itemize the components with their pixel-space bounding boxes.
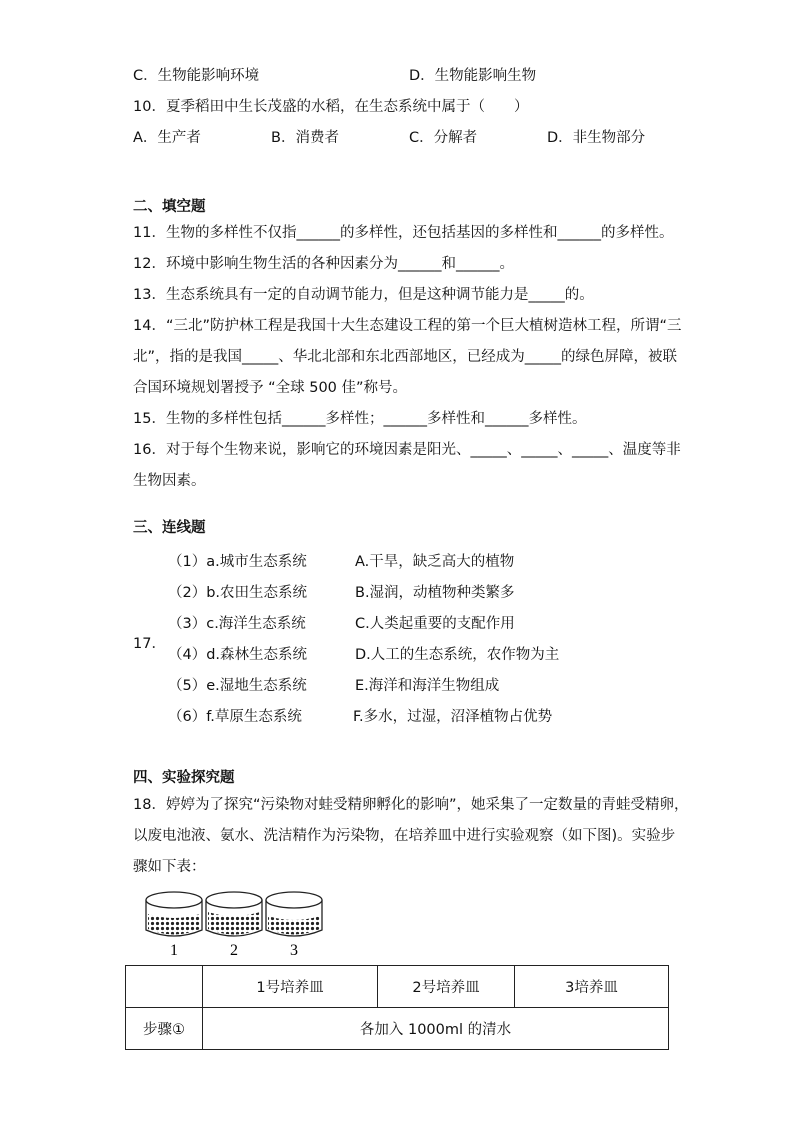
match-left-item: （2）b.农田生态系统	[168, 585, 308, 601]
dish-label: 2	[230, 942, 238, 958]
experiment-steps-table	[125, 965, 669, 1050]
dish-label: 1	[170, 942, 178, 958]
petri-dish-figure	[140, 886, 340, 958]
question-14-line2: 北”，指的是我国_____、华北北部和东北西部地区，已经成为_____的绿色屏障，被联	[133, 349, 678, 365]
question-14-line3: 合国环境规划署授予 “全球 500 佳”称号。	[133, 380, 408, 396]
table-header-cell: 1号培养皿	[203, 966, 378, 1008]
section-title-matching: 三、连线题	[133, 520, 206, 536]
q10-option-b: B．消费者	[271, 130, 339, 146]
match-right-item: C.人类起重要的支配作用	[355, 616, 515, 632]
question-17-number: 17．	[133, 636, 166, 652]
match-left-item: （5）e.湿地生态系统	[168, 678, 307, 694]
match-right-item: D.人工的生态系统，农作物为主	[355, 647, 560, 663]
section-title-fill-blank: 二、填空题	[133, 199, 206, 215]
dish-label: 3	[290, 942, 298, 958]
question-13: 13．生态系统具有一定的自动调节能力，但是这种调节能力是_____的。	[133, 287, 594, 303]
match-left-item: （6）f.草原生态系统	[168, 709, 302, 725]
match-right-item: F.多水，过湿，沼泽植物占优势	[353, 709, 553, 725]
match-left-item: （1）a.城市生态系统	[168, 554, 307, 570]
step-label-cell: 步骤①	[126, 1008, 203, 1050]
match-right-item: E.海洋和海洋生物组成	[355, 678, 500, 694]
match-left-item: （4）d.森林生态系统	[168, 647, 308, 663]
question-18-line2: 以废电池液、氨水、洗洁精作为污染物，在培养皿中进行实验观察（如下图)。实验步	[133, 828, 676, 844]
question-18-line3: 骤如下表：	[133, 859, 206, 875]
step-text-cell: 各加入 1000ml 的清水	[203, 1008, 669, 1050]
question-14-line1: 14．“三北”防护林工程是我国十大生态建设工程的第一个巨大植树造林工程，所谓“三	[133, 318, 682, 334]
table-row	[126, 1008, 669, 1050]
section-title-experiment: 四、实验探究题	[133, 770, 235, 786]
table-header-row	[126, 966, 669, 1008]
match-right-item: B.湿润，动植物种类繁多	[355, 585, 515, 601]
petri-dishes-svg	[140, 886, 340, 958]
question-16-line2: 生物因素。	[133, 473, 206, 489]
q10-stem: 10．夏季稻田中生长茂盛的水稻，在生态系统中属于（ ）	[133, 99, 529, 115]
question-18-line1: 18．婷婷为了探究“污染物对蛙受精卵孵化的影响”，她采集了一定数量的青蛙受精卵，	[133, 797, 689, 813]
q10-option-c: C．分解者	[409, 130, 478, 146]
petri-dish-1	[146, 892, 202, 936]
table-header-cell	[126, 966, 203, 1008]
question-11: 11．生物的多样性不仅指______的多样性，还包括基因的多样性和______的多样性。	[133, 225, 674, 241]
q9-option-c: C．生物能影响环境	[133, 68, 260, 84]
q10-option-a: A．生产者	[133, 130, 201, 146]
petri-dish-2	[206, 892, 262, 936]
match-right-item: A.干旱，缺乏高大的植物	[355, 554, 515, 570]
table-header-cell: 2号培养皿	[378, 966, 515, 1008]
question-15: 15．生物的多样性包括______多样性；______多样性和______多样性。	[133, 411, 587, 427]
question-12: 12．环境中影响生物生活的各种因素分为______和______。	[133, 256, 514, 272]
match-left-item: （3）c.海洋生态系统	[168, 616, 306, 632]
petri-dish-3	[266, 892, 322, 936]
table-header-cell: 3培养皿	[515, 966, 669, 1008]
q9-option-d: D．生物能影响生物	[409, 68, 537, 84]
q10-option-d: D．非生物部分	[547, 130, 646, 146]
question-16-line1: 16．对于每个生物来说，影响它的环境因素是阳光、_____、_____、_____、温度等非	[133, 442, 681, 458]
